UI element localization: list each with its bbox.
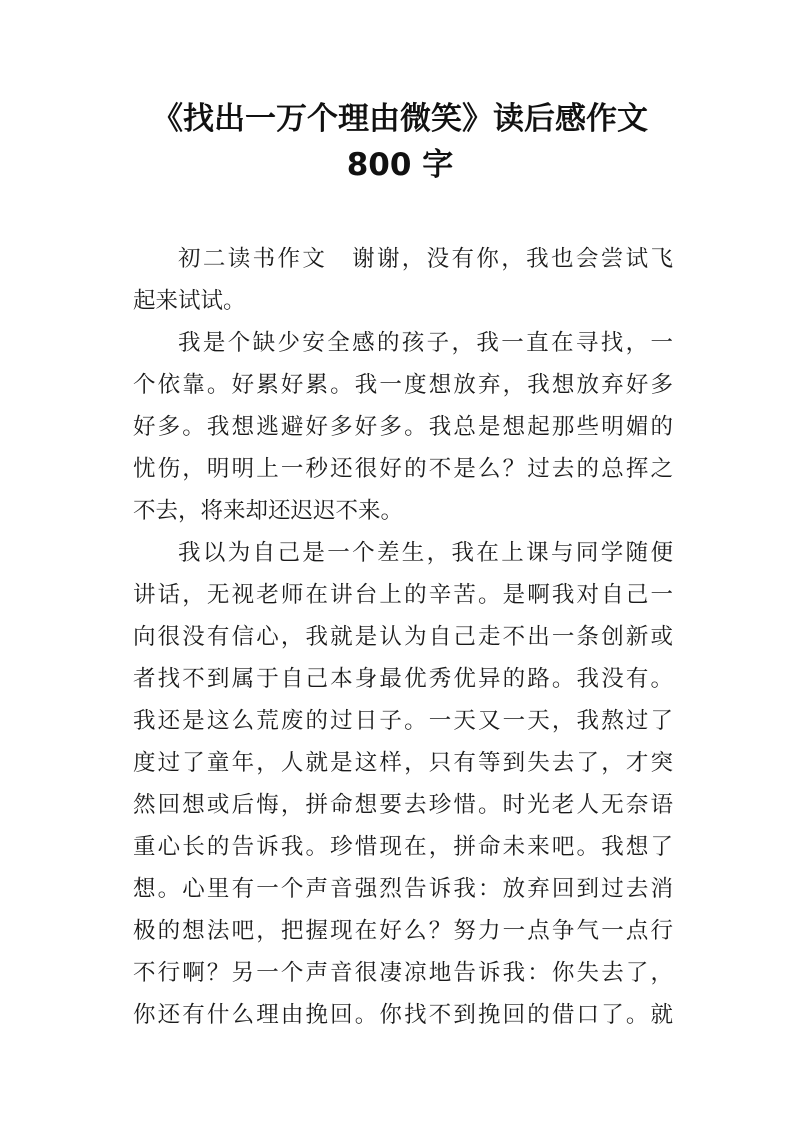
document-body [133,238,673,1036]
text-line: 你还有什么理由挽回。你找不到挽回的借口了。就 [133,1002,673,1028]
text-line: 讲话，无视老师在讲台上的辛苦。是啊我对自己一 [133,582,673,608]
text-line: 起来试试。 [133,288,246,314]
text-line: 重心长的告诉我。珍惜现在，拼命未来吧。我想了 [133,834,673,860]
text-line: 极的想法吧，把握现在好么？努力一点争气一点行 [133,918,673,944]
text-line: 个依靠。好累好累。我一度想放弃，我想放弃好多 [133,372,673,398]
title-line-2: 800 字 [346,147,454,183]
paragraph-1 [133,238,673,322]
title-line-1: 《找出一万个理由微笑》读后感作文 [152,101,648,137]
text-line: 我以为自己是一个差生，我在上课与同学随便 [178,540,673,566]
text-line: 忧伤，明明上一秒还很好的不是么？过去的总挥之 [133,456,673,482]
text-line: 然回想或后悔，拼命想要去珍惜。时光老人无奈语 [133,792,673,818]
document-title [0,96,800,188]
text-line: 不去，将来却还迟迟不来。 [133,498,404,524]
paragraph-2 [133,322,673,532]
text-line: 初二读书作文 谢谢，没有你，我也会尝试飞 [178,246,673,272]
paragraph-3 [133,532,673,1036]
text-line: 想。心里有一个声音强烈告诉我：放弃回到过去消 [133,876,673,902]
text-line: 不行啊？另一个声音很凄凉地告诉我：你失去了， [133,960,673,986]
text-line: 我还是这么荒废的过日子。一天又一天，我熬过了 [133,708,673,734]
text-line: 我是个缺少安全感的孩子，我一直在寻找，一 [178,330,673,356]
text-line: 者找不到属于自己本身最优秀优异的路。我没有。 [133,666,673,692]
text-line: 向很没有信心，我就是认为自己走不出一条创新或 [133,624,673,650]
text-line: 度过了童年，人就是这样，只有等到失去了，才突 [133,750,673,776]
text-line: 好多。我想逃避好多好多。我总是想起那些明媚的 [133,414,673,440]
